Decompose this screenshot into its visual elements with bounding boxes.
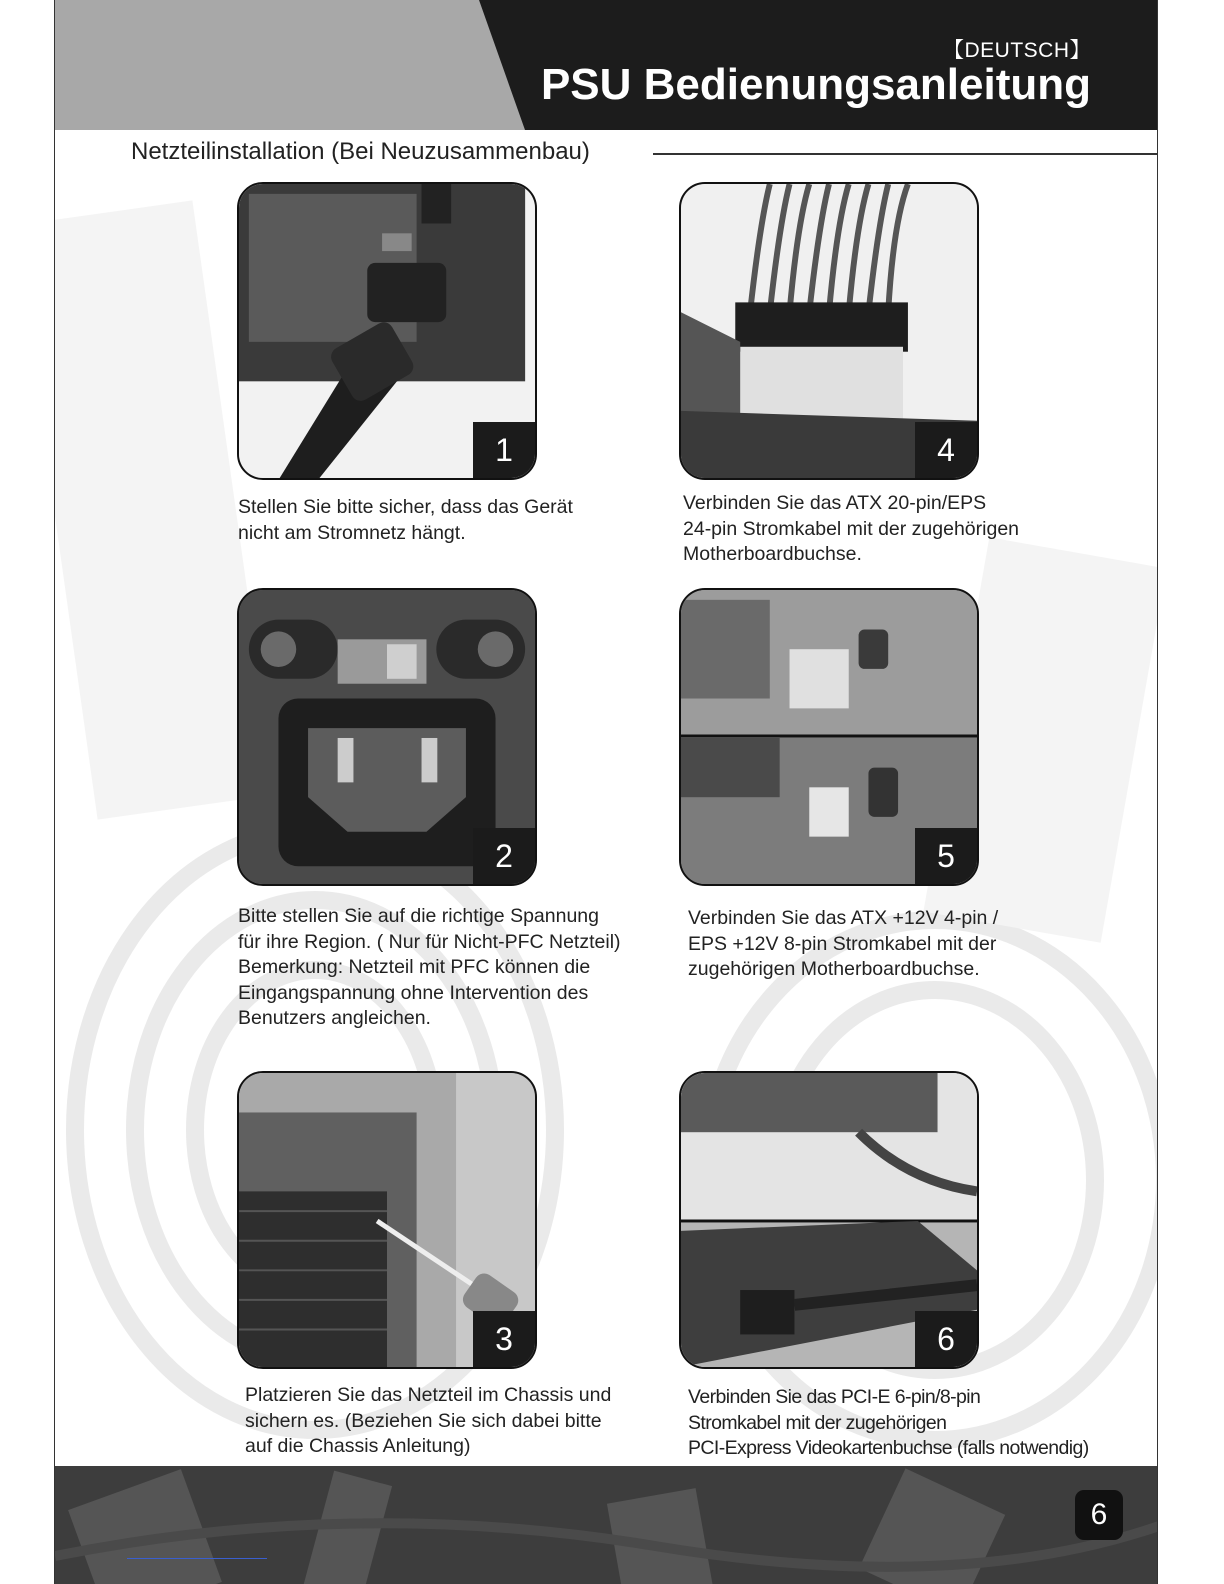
- step-number-badge: 5: [915, 828, 977, 884]
- step-3-caption: Platzieren Sie das Netzteil im Chassis und sichern es. (Beziehen Sie sich dabei bitte auf die Chassis Anleitung): [245, 1384, 612, 1457]
- step-1-caption: Stellen Sie bitte sicher, dass das Gerät nicht am Stromnetz hängt.: [238, 496, 573, 544]
- language-label: 【DEUTSCH】: [942, 39, 1091, 62]
- step-1-photo: [237, 182, 537, 480]
- step-3-photo: [237, 1071, 537, 1369]
- step-4-photo: [679, 182, 979, 480]
- step-number-badge: 2: [473, 828, 535, 884]
- page-number-badge: 6: [1075, 1490, 1123, 1540]
- step-number-badge: 4: [915, 422, 977, 478]
- step-5-caption: Verbinden Sie das ATX +12V 4-pin / EPS +12V 8-pin Stromkabel mit der zugehörigen Motherboardbuchse.: [688, 907, 999, 980]
- step-number-badge: 6: [915, 1311, 977, 1367]
- step-6-caption: Verbinden Sie das PCI-E 6-pin/8-pin Stromkabel mit der zugehörigen PCI-Express Videokartenbuchse (falls notwendig): [688, 1386, 1089, 1459]
- step-2-photo: [237, 588, 537, 886]
- step-4-caption: Verbinden Sie das ATX 20-pin/EPS 24-pin Stromkabel mit der zugehörigen Motherboardbuchse.: [683, 492, 1020, 565]
- step-number-badge: 3: [473, 1311, 535, 1367]
- link-underline: [127, 1558, 267, 1559]
- step-2-caption: Bitte stellen Sie auf die richtige Spannung für ihre Region. ( Nur für Nicht-PFC Netzteil) Bemerkung: Netzteil mit PFC können die Eingangspannung ohne Intervention des Benutzers angleichen.: [238, 905, 621, 1029]
- step-6-photo: [679, 1071, 979, 1369]
- step-5-photo: [679, 588, 979, 886]
- section-title: Netzteilinstallation (Bei Neuzusammenbau): [131, 138, 590, 165]
- step-number-badge: 1: [473, 422, 535, 478]
- page-title: PSU Bedienungsanleitung: [540, 60, 1091, 109]
- footer-bar: [55, 1466, 1158, 1584]
- manual-page: [54, 0, 1158, 1584]
- background-illustration: [55, 130, 1158, 1470]
- footer-illustration: [55, 1466, 1158, 1584]
- header-accent: [55, 0, 525, 130]
- section-divider: [653, 153, 1158, 155]
